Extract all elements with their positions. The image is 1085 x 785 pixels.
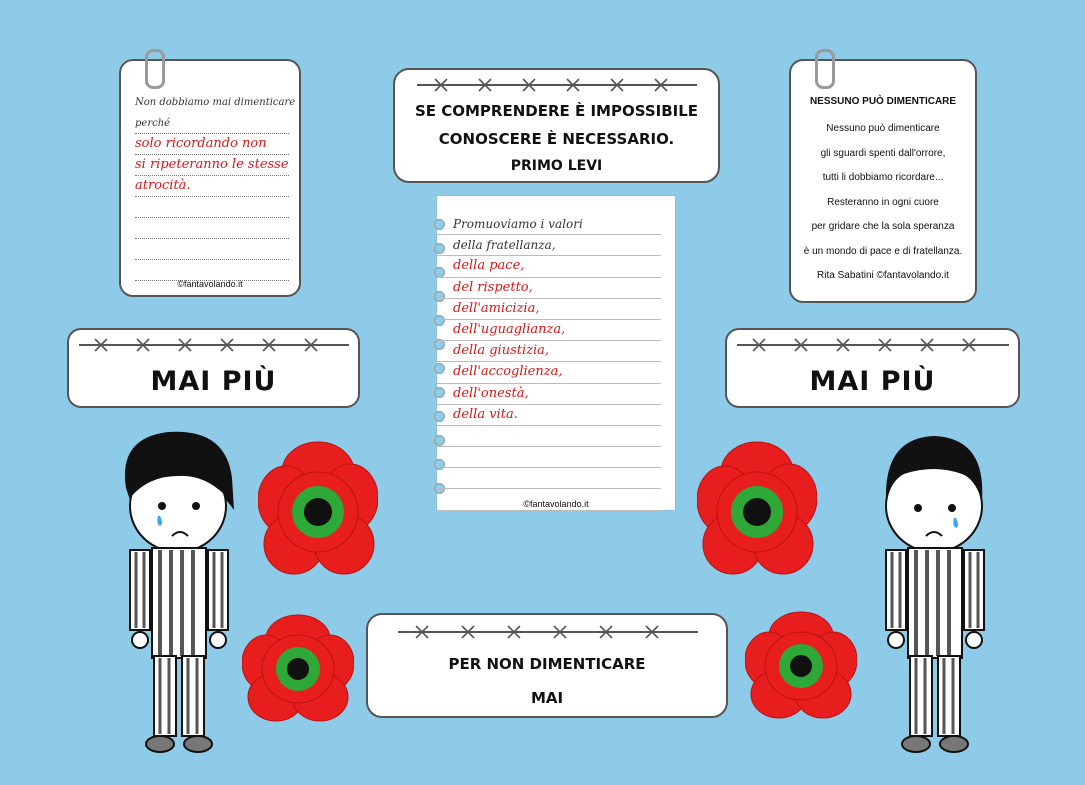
note-card-left: [119, 59, 301, 297]
notebook-first-line: della fratellanza,: [437, 235, 661, 256]
notebook-value: dell'accoglienza,: [437, 362, 661, 383]
barbed-wire-icon: [417, 76, 697, 94]
note-credit: ©fantavolando.it: [177, 279, 243, 289]
poem-line: gli sguardi spenti dall'orrore,: [820, 147, 946, 159]
banner-left-text: MAI PIÙ: [150, 366, 277, 397]
barbed-wire-icon: [737, 336, 1009, 354]
note-answer-line: solo ricordando non: [135, 134, 289, 155]
quote-banner: [393, 68, 720, 183]
notebook-value: della pace,: [437, 256, 661, 277]
child-figure-icon: [108, 418, 246, 758]
child-figure-icon: [864, 418, 1002, 758]
poem-author: Rita Sabatini ©fantavolando.it: [817, 270, 949, 281]
note-header: Non dobbiamo mai dimenticare: [135, 97, 296, 108]
poem-line: Nessuno può dimenticare: [826, 123, 940, 134]
banner-bottom-line-2: MAI: [530, 689, 564, 707]
banner-bottom-line-1: PER NON DIMENTICARE: [448, 655, 646, 673]
banner-left: [67, 328, 360, 408]
paperclip-icon: [145, 49, 165, 89]
notebook-value: dell'onestà,: [437, 384, 661, 405]
notebook-page: [437, 196, 675, 510]
poppy-icon: [745, 610, 857, 720]
note-answer-line: atrocità.: [135, 176, 289, 197]
note-because: perché: [135, 118, 171, 129]
notebook-value: dell'amicizia,: [437, 299, 661, 320]
poem-line: Resteranno in ogni cuore: [827, 196, 939, 208]
poem-line: per gridare che la sola speranza: [811, 221, 955, 232]
note-answer-line: si ripeteranno le stesse: [135, 155, 289, 176]
notebook-value: della giustizia,: [437, 341, 661, 362]
quote-author: PRIMO LEVI: [510, 158, 603, 174]
poppy-icon: [242, 613, 354, 723]
poem-title: NESSUNO PUÒ DIMENTICARE: [809, 96, 957, 107]
notebook-credit: ©fantavolando.it: [523, 499, 589, 509]
banner-bottom: [366, 613, 728, 718]
poppy-icon: [697, 440, 817, 580]
poem-line: è un mondo di pace e di fratellanza.: [803, 245, 963, 257]
banner-right-text: MAI PIÙ: [809, 366, 936, 397]
barbed-wire-icon: [398, 623, 698, 641]
poem-card-right: [789, 59, 977, 303]
notebook-value: dell'uguaglianza,: [437, 320, 661, 341]
paperclip-icon: [815, 49, 835, 89]
notebook-value: della vita.: [437, 405, 661, 426]
notebook-value: del rispetto,: [437, 278, 661, 299]
poem-line: tutti li dobbiamo ricordare...: [822, 172, 944, 183]
notebook-header: Promuoviamo i valori: [437, 214, 661, 235]
poppy-icon: [258, 440, 378, 580]
barbed-wire-icon: [79, 336, 349, 354]
banner-right: [725, 328, 1020, 408]
quote-line-1: SE COMPRENDERE È IMPOSSIBILE: [414, 102, 699, 120]
quote-line-2: CONOSCERE È NECESSARIO.: [438, 130, 675, 148]
